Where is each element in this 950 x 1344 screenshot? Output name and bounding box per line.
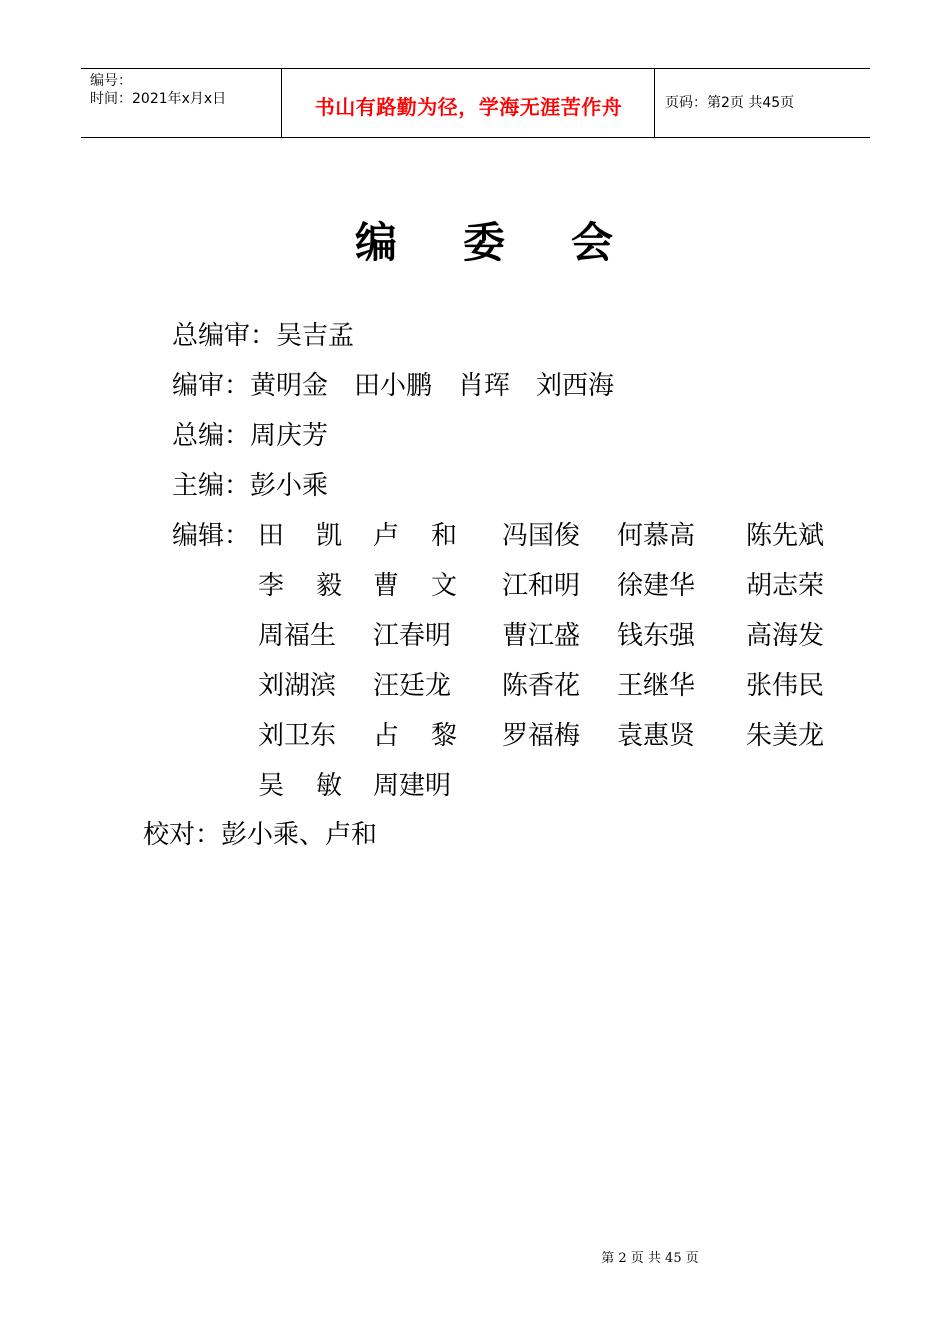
editor-name: 罗福梅 <box>502 721 581 751</box>
editor-name: 田凯 <box>258 521 375 551</box>
chief-reviewer-line: 总编审：吴吉孟 <box>172 321 355 351</box>
document-number-label: 编号： <box>90 73 132 89</box>
editor-name: 刘卫东 <box>258 721 337 751</box>
header-info-cell <box>81 69 281 137</box>
editor-name: 刘湖滨 <box>258 671 337 701</box>
editor-name: 张伟民 <box>746 671 825 701</box>
editor-name: 汪廷龙 <box>373 671 452 701</box>
editor-name: 王继华 <box>617 671 696 701</box>
editor-name: 冯国俊 <box>502 521 581 551</box>
header-page-info: 页码：第2页 共45页 <box>665 95 795 111</box>
editors-label: 编辑： <box>172 521 251 551</box>
chief-editor-line: 主编：彭小乘 <box>172 471 329 501</box>
editor-name: 曹文 <box>373 571 490 601</box>
editor-in-chief-line: 总编：周庆芳 <box>172 421 329 451</box>
editor-name: 江春明 <box>373 621 452 651</box>
editor-name: 钱东强 <box>617 621 696 651</box>
page-footer: 第 2 页 共 45 页 <box>601 1251 699 1266</box>
editor-name: 李毅 <box>258 571 375 601</box>
editor-name: 胡志荣 <box>746 571 825 601</box>
editor-name: 何慕高 <box>617 521 696 551</box>
editor-name: 江和明 <box>502 571 581 601</box>
page-title: 编委会 <box>354 218 679 267</box>
editor-name: 高海发 <box>746 621 825 651</box>
editor-name: 周建明 <box>373 771 452 801</box>
document-header <box>81 68 870 138</box>
document-date: 时间：2021年x月x日 <box>90 91 227 107</box>
editor-name: 卢和 <box>373 521 490 551</box>
header-motto: 书山有路勤为径，学海无涯苦作舟 <box>314 95 623 119</box>
editor-name: 占黎 <box>373 721 490 751</box>
header-motto-cell <box>281 69 655 137</box>
header-page-cell <box>654 69 871 137</box>
editor-name: 吴敏 <box>258 771 375 801</box>
editor-name: 徐建华 <box>617 571 696 601</box>
editor-name: 曹江盛 <box>502 621 581 651</box>
editor-name: 袁惠贤 <box>617 721 696 751</box>
editor-name: 周福生 <box>258 621 337 651</box>
editor-name: 陈先斌 <box>746 521 825 551</box>
reviewers-line: 编审：黄明金 田小鹏 肖珲 刘西海 <box>172 371 615 401</box>
editor-name: 朱美龙 <box>746 721 825 751</box>
proofreaders-line: 校对：彭小乘、卢和 <box>143 820 378 850</box>
editor-name: 陈香花 <box>502 671 581 701</box>
